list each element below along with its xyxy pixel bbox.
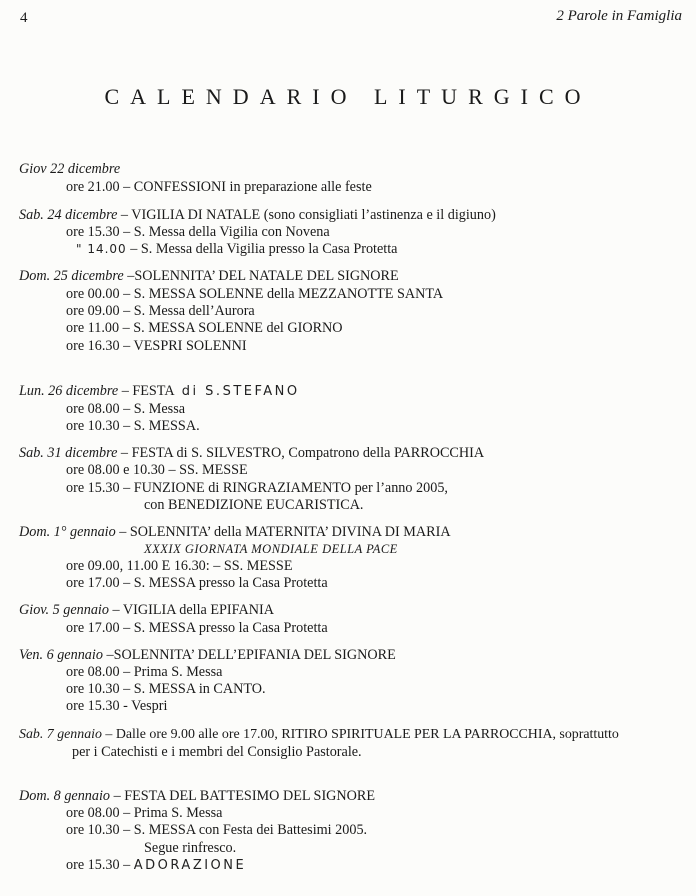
schedule-line: ore 10.30 – S. MESSA. (66, 418, 200, 434)
running-header: 2 Parole in Famiglia (556, 8, 682, 24)
entry-date-line: Dom. 1° gennaio – SOLENNITA’ della MATERNITA’ DIVINA DI MARIA (19, 524, 451, 540)
entry-date-line: Dom. 8 gennaio – FESTA DEL BATTESIMO DEL SIGNORE (19, 788, 376, 804)
page-number: 4 (20, 10, 28, 26)
schedule-line: ore 11.00 – S. MESSA SOLENNE del GIORNO (66, 320, 343, 336)
schedule-line: ore 16.30 – VESPRI SOLENNI (66, 338, 247, 354)
entry-date-line: Giov 22 dicembre (19, 161, 121, 177)
schedule-line: ore 08.00 – Prima S. Messa (66, 805, 223, 821)
page-title: CALENDARIO LITURGICO (104, 84, 592, 109)
schedule-line: ore 08.00 e 10.30 – SS. MESSE (66, 462, 248, 478)
schedule-line: ore 10.30 – S. MESSA con Festa dei Battesimi 2005. (66, 822, 368, 838)
schedule-line-handwritten: " 14.00 – S. Messa della Vigilia presso la Casa Protetta (76, 241, 398, 257)
schedule-line: ore 09.00, 11.00 E 16.30: – SS. MESSE (66, 558, 293, 574)
schedule-line: ore 21.00 – CONFESSIONI in preparazione alle feste (66, 179, 372, 195)
handwritten-note: di S.STEFANO (181, 384, 300, 399)
entry-date-line: Sab. 7 gennaio – Dalle ore 9.00 alle ore 17.00, RITIRO SPIRITUALE PER LA PARROCCHIA, soprattutto (19, 727, 619, 742)
entry-date-line: Ven. 6 gennaio –SOLENNITA’ DELL’EPIFANIA DEL SIGNORE (19, 647, 396, 663)
schedule-continuation: per i Catechisti e i membri del Consiglio Pastorale. (72, 744, 362, 760)
schedule-line: ore 15.30 – ADORAZIONE (66, 857, 247, 873)
entry-date-line: Sab. 31 dicembre – FESTA di S. SILVESTRO, Compatrono della PARROCCHIA (19, 445, 485, 461)
schedule-line: ore 08.00 – S. Messa (66, 401, 186, 417)
handwritten-note: ADORAZIONE (133, 858, 247, 873)
schedule-line: ore 08.00 – Prima S. Messa (66, 664, 223, 680)
schedule-line: ore 15.30 – S. Messa della Vigilia con Novena (66, 224, 330, 240)
entry-date-line: Giov. 5 gennaio – VIGILIA della EPIFANIA (19, 602, 274, 618)
schedule-line: ore 00.00 – S. MESSA SOLENNE della MEZZANOTTE SANTA (66, 286, 444, 302)
schedule-line: ore 15.30 - Vespri (66, 698, 168, 714)
schedule-line: ore 17.00 – S. MESSA presso la Casa Protetta (66, 575, 328, 591)
schedule-continuation: Segue rinfresco. (144, 840, 237, 856)
entry-date-line: Sab. 24 dicembre – VIGILIA DI NATALE (sono consigliati l’astinenza e il digiuno) (19, 207, 496, 223)
handwritten-time: " 14.00 (76, 242, 127, 256)
entry-date-line: Dom. 25 dicembre –SOLENNITA’ DEL NATALE DEL SIGNORE (19, 268, 399, 284)
schedule-continuation: con BENEDIZIONE EUCARISTICA. (144, 497, 364, 513)
schedule-line: ore 09.00 – S. Messa dell’Aurora (66, 303, 255, 319)
entry-subtitle: XXXIX GIORNATA MONDIALE DELLA PACE (144, 542, 398, 556)
entry-date-line: Lun. 26 dicembre – FESTA di S.STEFANO (19, 383, 300, 399)
schedule-line: ore 17.00 – S. MESSA presso la Casa Protetta (66, 620, 328, 636)
schedule-line: ore 10.30 – S. MESSA in CANTO. (66, 681, 266, 697)
schedule-line: ore 15.30 – FUNZIONE di RINGRAZIAMENTO per l’anno 2005, (66, 480, 448, 496)
